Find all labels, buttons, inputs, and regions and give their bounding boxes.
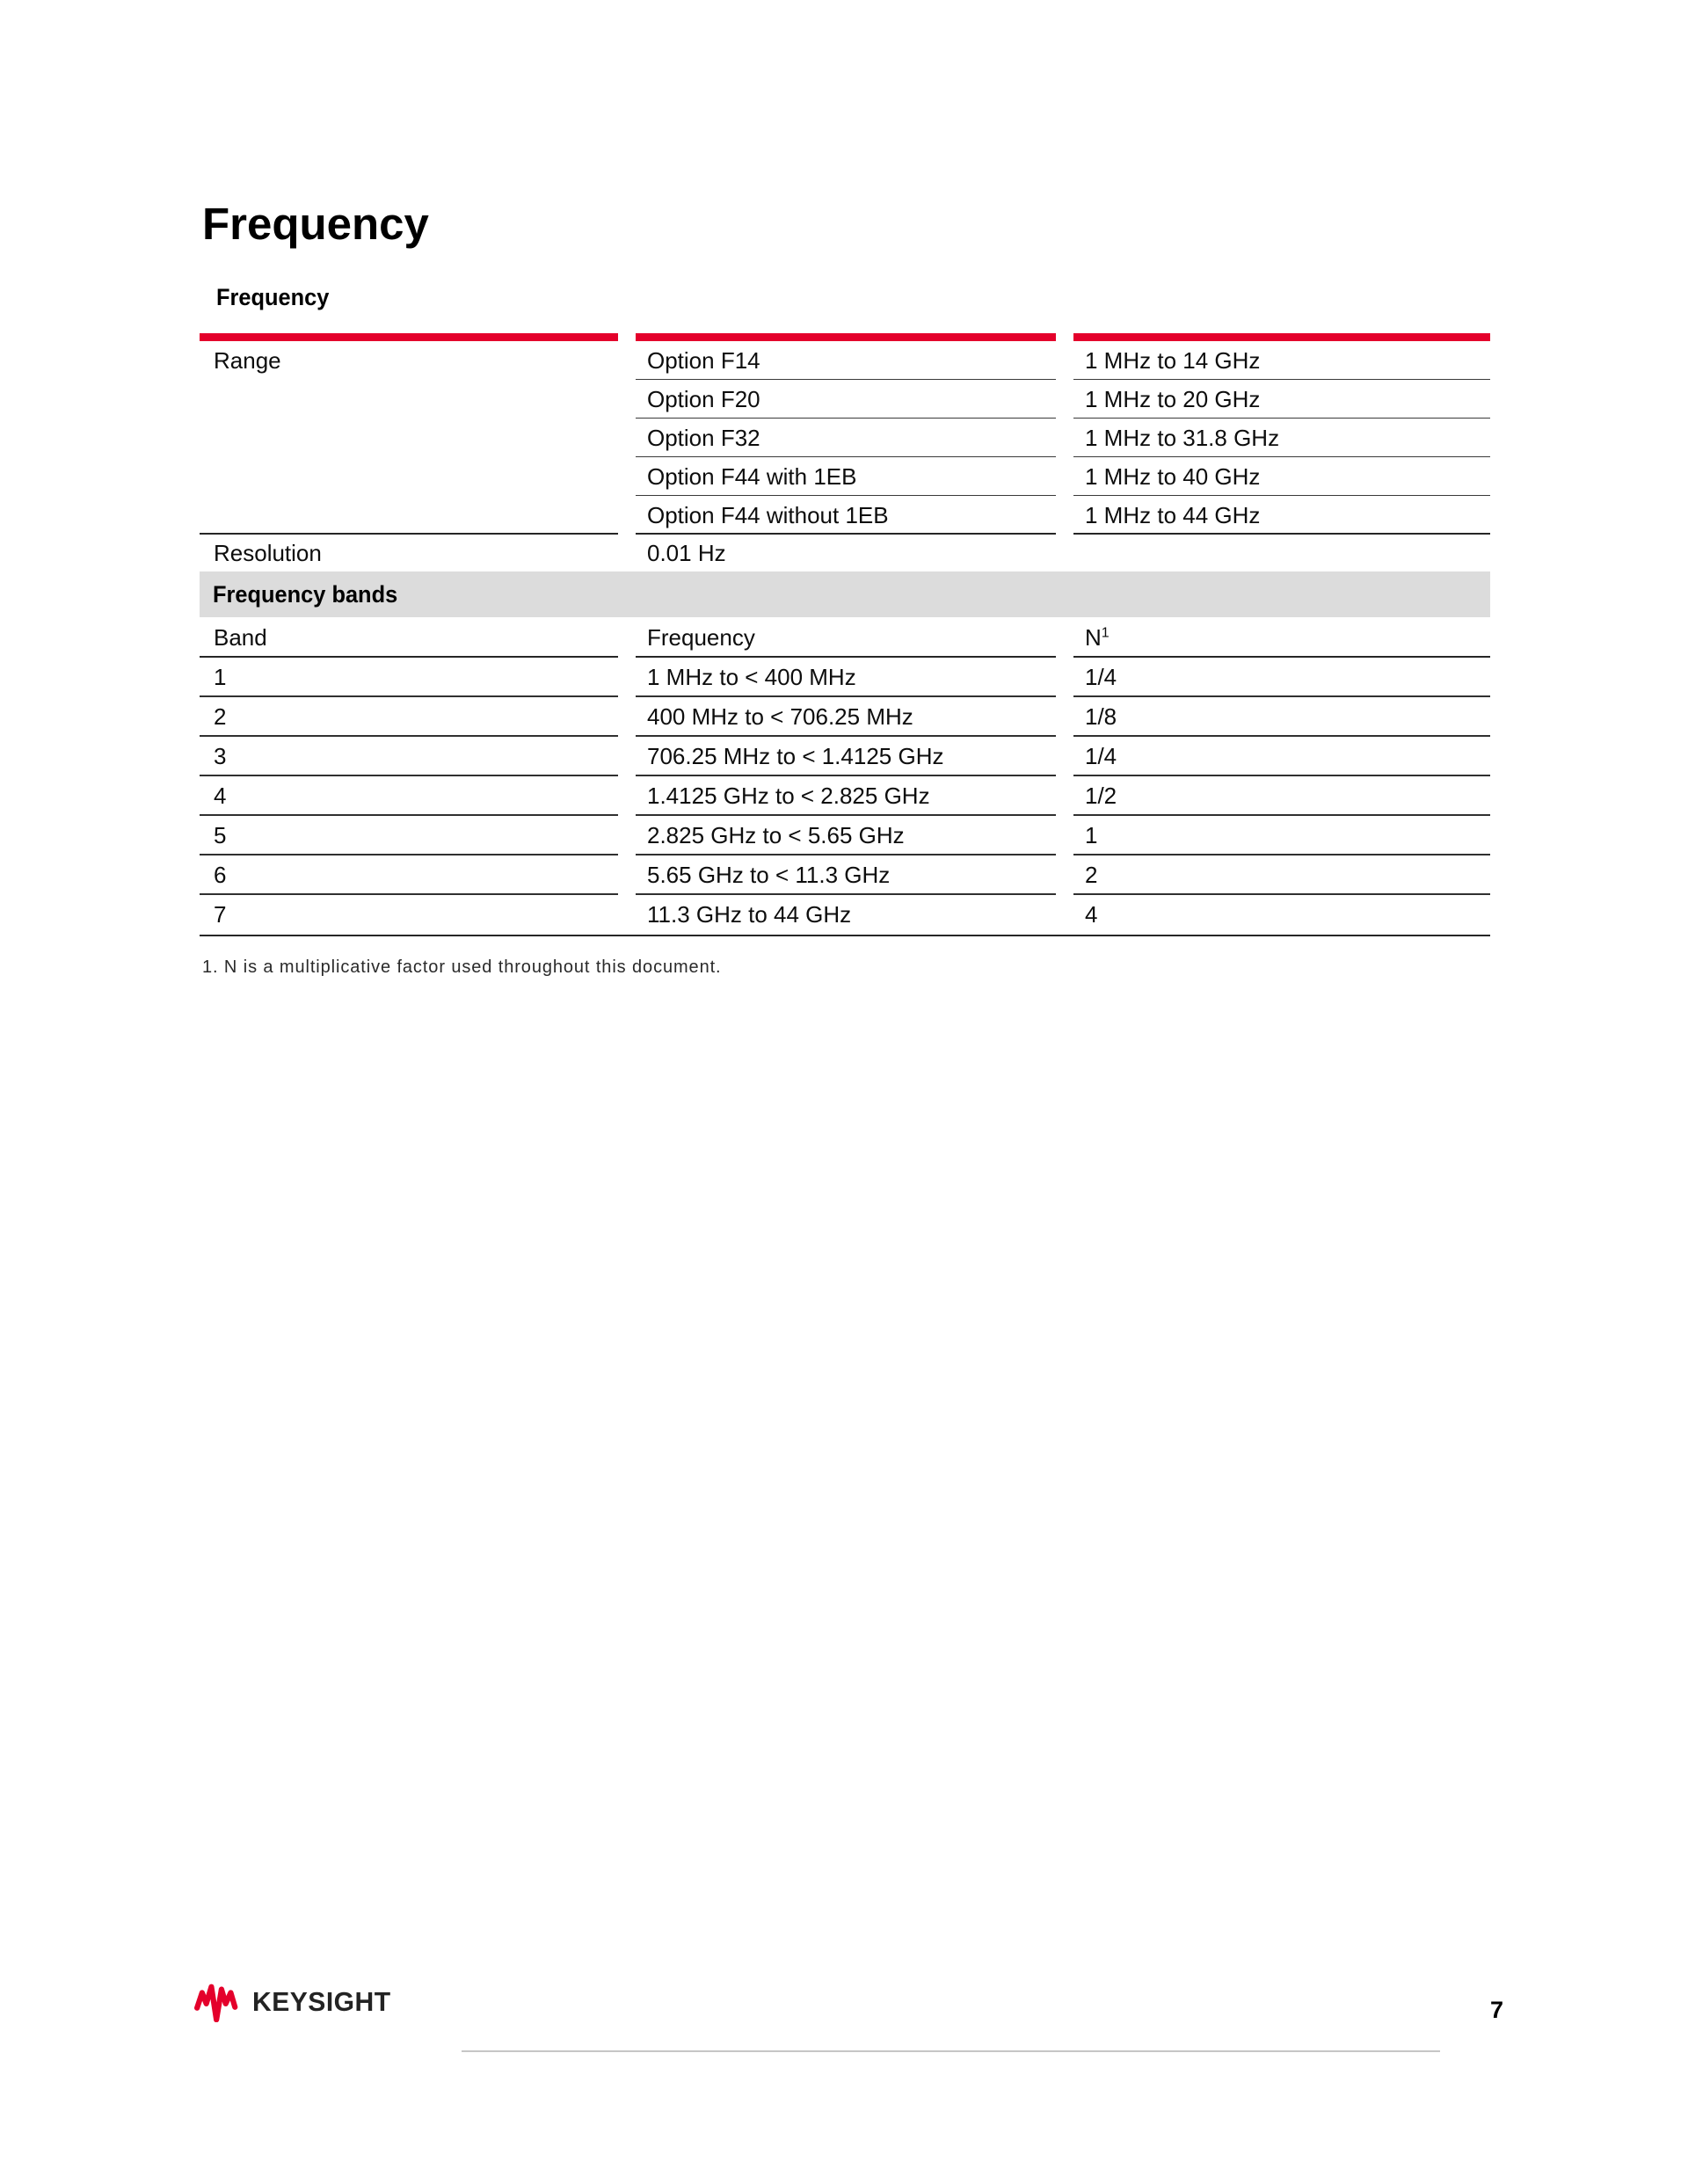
keysight-logo	[194, 1982, 395, 2022]
range-value: 1 MHz to 14 GHz	[1073, 341, 1490, 380]
page-number: 7	[1490, 1997, 1504, 2023]
band-number: 5	[200, 816, 618, 855]
band-number: 1	[200, 658, 618, 697]
band-n: 2	[1073, 855, 1490, 895]
table-accent-bar	[636, 333, 1056, 341]
band-frequency: 1.4125 GHz to < 2.825 GHz	[636, 776, 1056, 816]
range-option: Option F44 with 1EB	[636, 457, 1056, 496]
band-frequency: 706.25 MHz to < 1.4125 GHz	[636, 737, 1056, 776]
band-frequency: 400 MHz to < 706.25 MHz	[636, 697, 1056, 737]
footnote: 1. N is a multiplicative factor used throughout this document.	[202, 957, 722, 977]
footer-divider	[462, 2050, 1440, 2052]
table-accent-bar	[1073, 333, 1490, 341]
frequency-bands-section-header	[200, 571, 1490, 617]
band-number: 4	[200, 776, 618, 816]
column-header-band: Band	[200, 617, 618, 658]
band-n: 1/4	[1073, 737, 1490, 776]
range-value: 1 MHz to 20 GHz	[1073, 380, 1490, 419]
band-number: 2	[200, 697, 618, 737]
column-header-frequency: Frequency	[636, 617, 1056, 658]
resolution-empty-cell	[1073, 535, 1490, 571]
range-option: Option F20	[636, 380, 1056, 419]
page-title: Frequency	[202, 199, 429, 249]
table-accent-bar	[200, 333, 618, 341]
frequency-bands-table	[200, 617, 1490, 936]
resolution-label: Resolution	[214, 540, 322, 566]
frequency-bands-section-title: Frequency bands	[213, 580, 398, 608]
frequency-spec-table	[200, 333, 1490, 571]
n-label: N	[1085, 624, 1102, 651]
band-n: 1/2	[1073, 776, 1490, 816]
keysight-spark-icon	[194, 1982, 245, 2022]
band-n: 1/8	[1073, 697, 1490, 737]
range-option: Option F44 without 1EB	[636, 496, 1056, 535]
range-value: 1 MHz to 44 GHz	[1073, 496, 1490, 535]
band-frequency: 11.3 GHz to 44 GHz	[647, 901, 852, 928]
range-label: Range	[200, 341, 618, 535]
range-value: 1 MHz to 40 GHz	[1073, 457, 1490, 496]
band-n: 1/4	[1073, 658, 1490, 697]
spec-table-title: Frequency	[216, 284, 330, 310]
band-frequency: 2.825 GHz to < 5.65 GHz	[636, 816, 1056, 855]
range-option: Option F14	[636, 341, 1056, 380]
band-n: 1	[1073, 816, 1490, 855]
column-header-n	[1073, 617, 1490, 658]
range-value: 1 MHz to 31.8 GHz	[1073, 419, 1490, 457]
band-number: 3	[200, 737, 618, 776]
n-footnote-marker: 1	[1101, 625, 1110, 641]
band-frequency: 5.65 GHz to < 11.3 GHz	[636, 855, 1056, 895]
band-n: 4	[1085, 901, 1098, 928]
band-number: 7	[214, 901, 227, 928]
resolution-value: 0.01 Hz	[647, 540, 726, 566]
keysight-logo-text: KEYSIGHT	[252, 1986, 391, 2017]
band-frequency: 1 MHz to < 400 MHz	[636, 658, 1056, 697]
band-number: 6	[200, 855, 618, 895]
range-option: Option F32	[636, 419, 1056, 457]
